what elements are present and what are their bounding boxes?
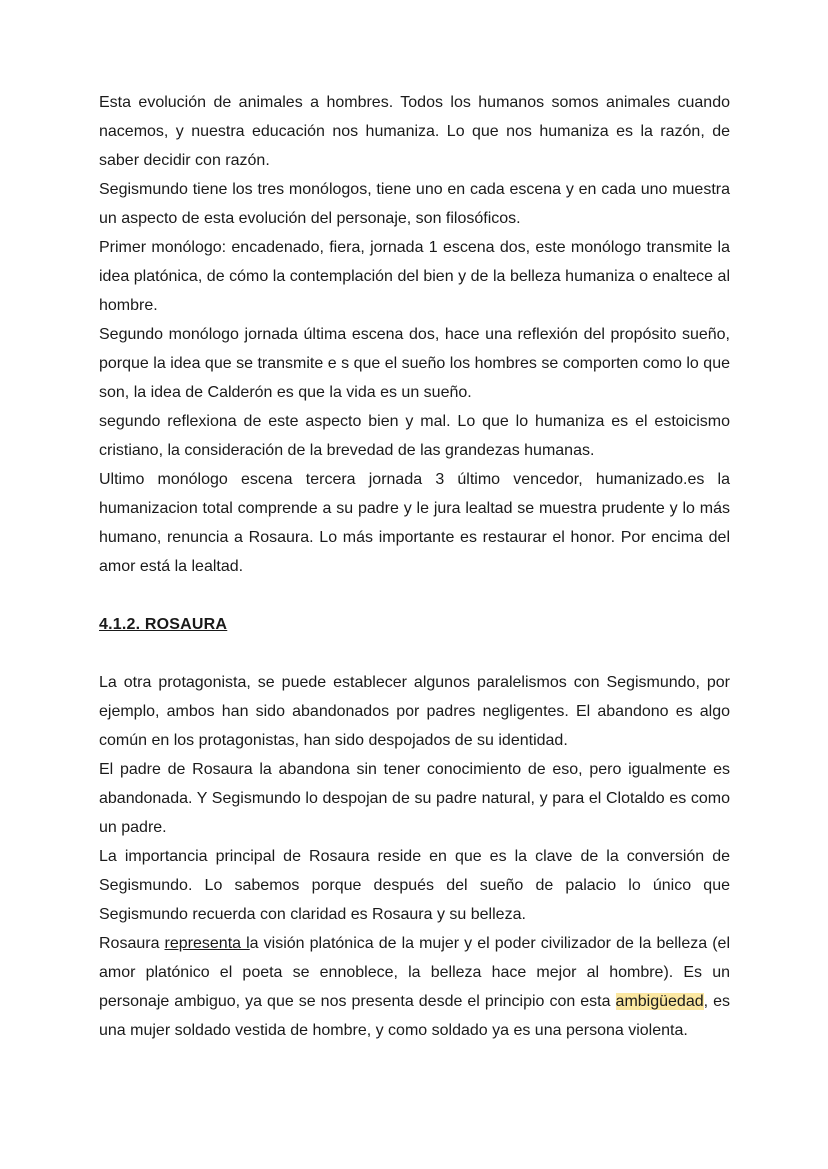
text-segment: El padre de Rosaura la abandona sin tener conocimiento de eso, pero igualmente es abandonada. Y Segismundo lo despojan de su padre natural, y para el Clotaldo es como un padre. — [99, 761, 730, 836]
paragraph — [99, 668, 730, 755]
text-segment: La importancia principal de Rosaura reside en que es la clave de la conversión de Segismundo. Lo sabemos porque después del sueño de palacio lo único que Segismundo recuerda con claridad es Rosaura y su belleza. — [99, 848, 730, 923]
text-segment: Rosaura — [99, 935, 165, 952]
paragraph — [99, 465, 730, 581]
paragraph — [99, 407, 730, 465]
text-segment: Primer monólogo: encadenado, fiera, jornada 1 escena dos, este monólogo transmite la idea platónica, de cómo la contemplación del bien y de la belleza humaniza o enaltece al hombre. — [99, 239, 730, 314]
section-heading — [99, 610, 730, 639]
paragraph — [99, 233, 730, 320]
paragraph — [99, 175, 730, 233]
paragraph — [99, 929, 730, 1045]
text-segment: Esta evolución de animales a hombres. Todos los humanos somos animales cuando nacemos, y nuestra educación nos humaniza. Lo que nos humaniza es la razón, de saber decidir con razón. — [99, 94, 730, 169]
document-body — [99, 88, 730, 1045]
paragraph — [99, 88, 730, 175]
text-segment: Ultimo monólogo escena tercera jornada 3 último vencedor, humanizado.es la humanizacion total comprende a su padre y le jura lealtad se muestra prudente y lo más humano, renuncia a Rosaura. Lo más importante es restaurar el honor. Por encima del amor está la lealtad. — [99, 471, 730, 575]
text-segment: Segismundo tiene los tres monólogos, tiene uno en cada escena y en cada uno muestra un aspecto de esta evolución del personaje, son filosóficos. — [99, 181, 730, 227]
paragraph — [99, 320, 730, 407]
text-segment: La otra protagonista, se puede establecer algunos paralelismos con Segismundo, por ejemplo, ambos han sido abandonados por padres negligentes. El abandono es algo común en los protagonistas, han sido despojados de su identidad. — [99, 674, 730, 749]
underlined-text: representa l — [164, 935, 250, 952]
paragraph — [99, 842, 730, 929]
paragraph — [99, 755, 730, 842]
highlighted-text: ambigüedad — [615, 993, 704, 1010]
text-segment: , es una mujer soldado vestida de hombre, y como soldado ya es una persona violenta. — [99, 993, 730, 1039]
text-segment: a visión platónica de la mujer y el poder civilizador de la belleza (el amor platónico el poeta se ennoblece, la belleza hace mejor al hombre). Es un personaje ambiguo, ya que se nos presenta desde el principio con esta — [99, 935, 731, 1010]
text-segment: segundo reflexiona de este aspecto bien y mal. Lo que lo humaniza es el estoicismo cristiano, la consideración de la brevedad de las grandezas humanas. — [99, 413, 730, 459]
underlined-text: 4.1.2. ROSAURA — [99, 616, 228, 633]
text-segment: Segundo monólogo jornada última escena dos, hace una reflexión del propósito sueño, porque la idea que se transmite e s que el sueño los hombres se comporten como lo que son, la idea de Calderón es que la vida es un sueño. — [99, 326, 730, 401]
